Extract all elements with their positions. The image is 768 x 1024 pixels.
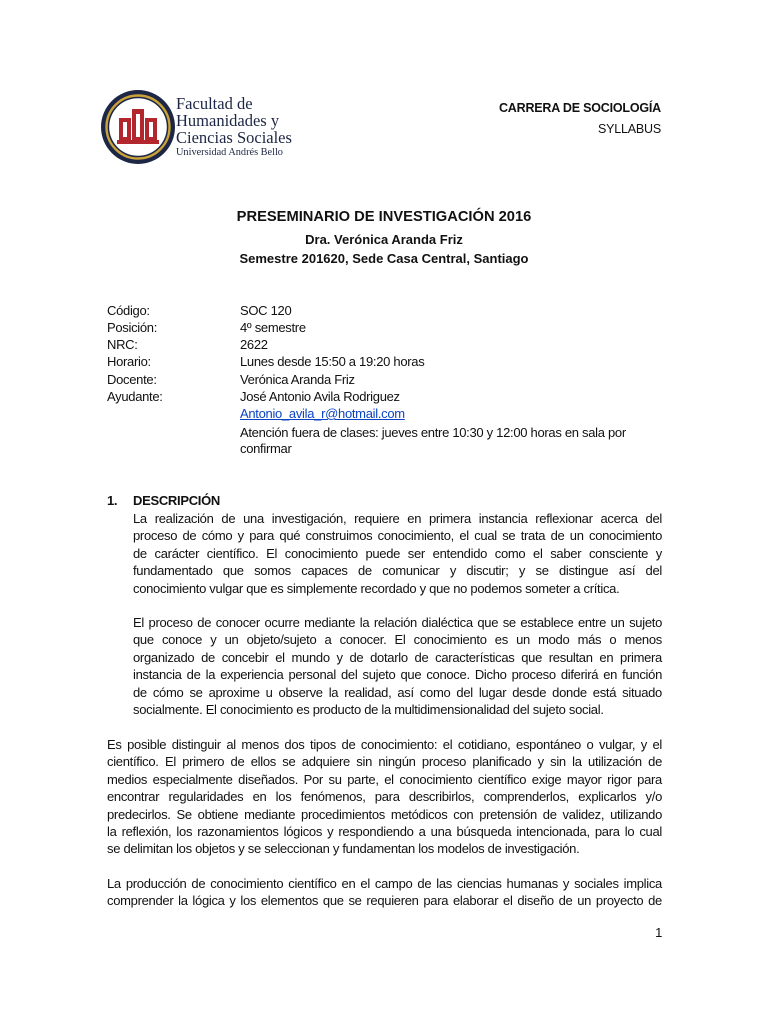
text-line: científico. El primero de ellos se adquiere sin ningún proceso planificado y sin la utilización de (107, 754, 662, 770)
logo-text-line-1: Facultad de (176, 94, 253, 113)
text-line: predecirlos. Se obtiene mediante procedimientos metódicos con pretensión de validez, utilizando (107, 806, 662, 822)
text-line: La producción de conocimiento científico en el campo de las ciencias humanas y sociales implica (107, 876, 662, 891)
info-row-email (107, 405, 662, 422)
logo-university-name: Universidad Andrés Bello (176, 147, 283, 158)
info-row-ayudante (107, 388, 662, 405)
semester-info: Semestre 201620, Sede Casa Central, Santiago (239, 251, 529, 266)
section-number: 1. (107, 493, 118, 508)
info-row-nrc (107, 336, 662, 353)
text-line: La realización de una investigación, requiere en primera instancia reflexionar acerca del (133, 511, 662, 526)
text-line: fundamentado que somos capaces de comunicar y discutir; y se distingue así del (133, 563, 662, 579)
logo-text-line-2: Humanidades y (176, 111, 280, 130)
description-paragraph-1 (133, 510, 662, 597)
info-row-horario (107, 353, 662, 370)
info-label: NRC: (107, 337, 138, 352)
text-line: que conoce y un objeto/sujeto a conocer. El conocimiento es un modo más o menos (133, 632, 662, 648)
info-value: SOC 120 (240, 303, 292, 318)
info-row-posicion (107, 319, 662, 336)
career-heading: CARRERA DE SOCIOLOGÍA (498, 101, 661, 115)
text-line: proceso de cómo y para qué construimos conocimiento, el cual se trata de un conocimiento (133, 528, 662, 544)
info-row-office-hours-cont (107, 440, 662, 457)
text-line: conocimiento vulgar que es simplemente recordado y que no podemos someter a crítica. (133, 580, 620, 596)
info-value: Lunes desde 15:50 a 19:20 horas (240, 354, 425, 369)
body-paragraph-2 (107, 875, 662, 910)
office-hours-line-1: Atención fuera de clases: jueves entre 10:30 y 12:00 horas en sala por (240, 425, 626, 440)
course-title: PRESEMINARIO DE INVESTIGACIÓN 2016 (236, 209, 532, 225)
text-line: se delimitan los objetos y se seleccionan y fundamentan los modelos de investigación. (107, 841, 580, 857)
info-value: 4º semestre (240, 320, 306, 335)
text-line: El proceso de conocer ocurre mediante la relación dialéctica que se establece entre un sujeto (133, 615, 662, 630)
info-row-codigo (107, 302, 662, 319)
building-window (136, 114, 140, 137)
page-number: 1 (655, 925, 662, 940)
info-label: Posición: (107, 320, 158, 335)
text-line: instancia de la experiencia personal del sujeto que conoce. Dicho proceso diferirá en función (133, 667, 662, 683)
text-line: medios especialmente diseñados. Por su parte, el conocimiento científico exige mayor rigor para (107, 771, 662, 787)
building-base (117, 140, 159, 144)
text-line: de cómo se aproxime u observe la realidad, así como del lugar desde donde está situado (133, 684, 662, 700)
info-value: 2622 (240, 337, 268, 352)
info-value: Verónica Aranda Friz (240, 372, 355, 387)
info-row-docente (107, 371, 662, 388)
faculty-seal-icon (98, 87, 178, 167)
document-type: SYLLABUS (597, 122, 661, 136)
building-window (149, 122, 153, 137)
body-paragraph-1 (107, 736, 662, 858)
info-label: Ayudante: (107, 389, 163, 404)
info-label: Docente: (107, 372, 157, 387)
text-line: comprender la lógica y los elementos que se requieren para elaborar el diseño de un proyecto de (107, 893, 662, 909)
text-line: la reflexión, los razonamientos lógicos y respondiendo a una búsqueda intencionada, para lo cual (107, 824, 662, 840)
info-row-office-hours (107, 424, 662, 441)
description-paragraph-2 (133, 614, 662, 718)
assistant-email-link[interactable]: Antonio_avila_r@hotmail.com (240, 406, 405, 421)
section-heading: DESCRIPCIÓN (133, 493, 220, 508)
instructor-name: Dra. Verónica Aranda Friz (305, 232, 463, 247)
text-line: socialmente. El conocimiento es producto de la multidimensionalidad del sujeto social. (133, 702, 604, 718)
office-hours-line-2: confirmar (240, 441, 292, 456)
info-label: Código: (107, 303, 150, 318)
text-line: de carácter científico. El conocimiento puede ser entendido como el saber consciente y (133, 545, 662, 561)
text-line: encontrar regularidades en los fenómenos, para describirlos, comprenderlos, explicarlos y/o (107, 789, 662, 805)
info-value: José Antonio Avila Rodriguez (240, 389, 400, 404)
text-line: organizado de concebir el mundo y de dotarlo de características que resultan en primera (133, 649, 662, 665)
building-window (123, 122, 127, 137)
logo-text-line-3: Ciencias Sociales (176, 128, 292, 147)
text-line: Es posible distinguir al menos dos tipos de conocimiento: el cotidiano, espontáneo o vulgar, y el (107, 737, 662, 752)
info-label: Horario: (107, 354, 151, 369)
